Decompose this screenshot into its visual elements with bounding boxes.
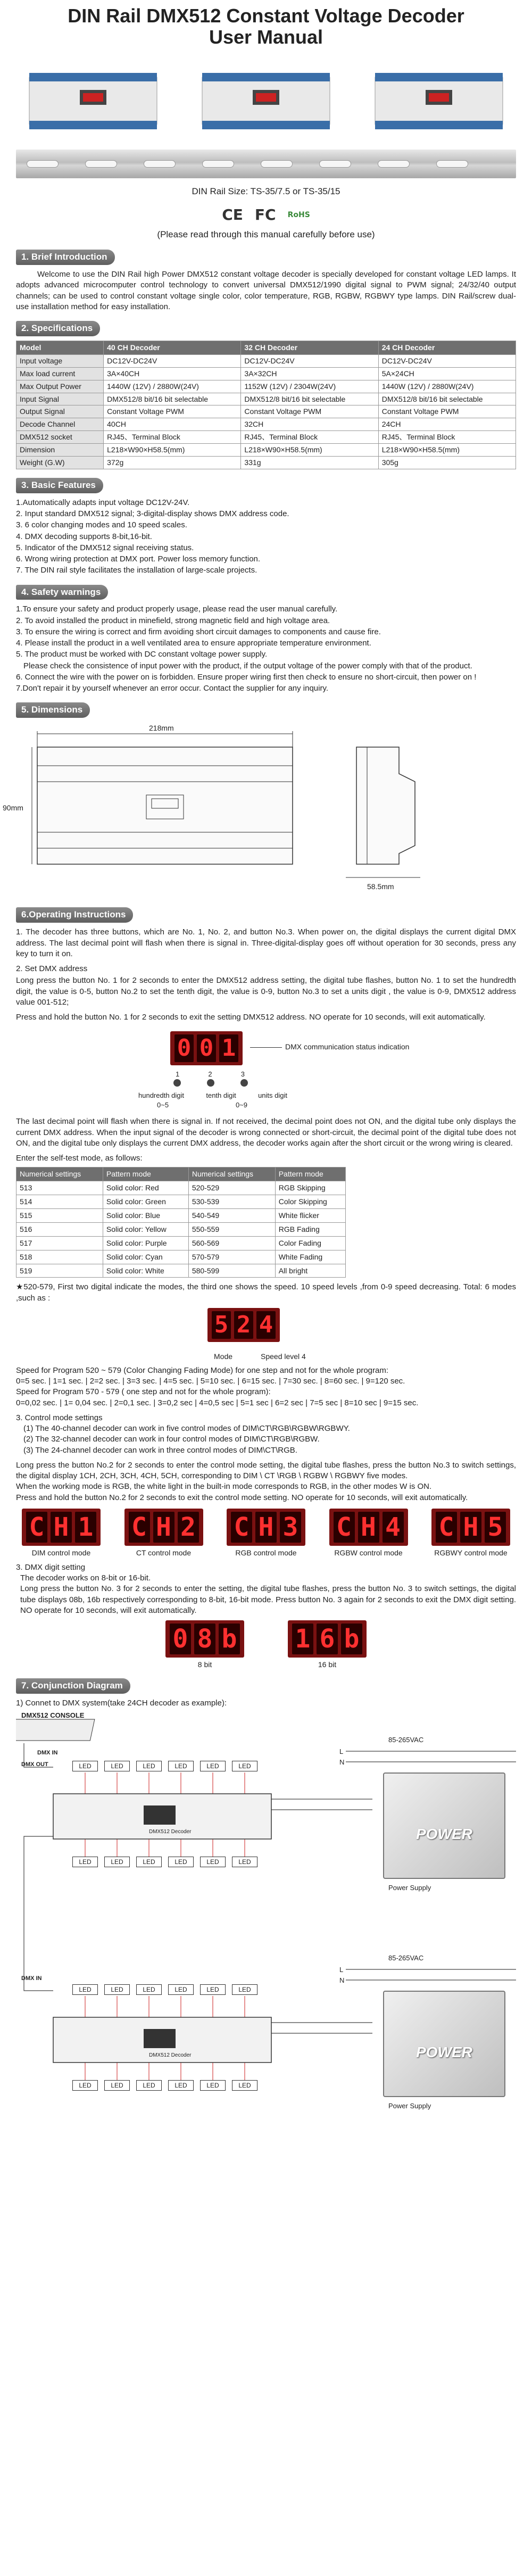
- spec-cell: DC12V-DC24V: [104, 354, 241, 367]
- section-intro-heading: 1. Brief Introduction: [16, 250, 115, 265]
- console-label: DMX512 CONSOLE: [21, 1711, 85, 1720]
- speed-display: [207, 1308, 280, 1342]
- program-cell: 580-599: [188, 1264, 275, 1278]
- mode-digit: H: [460, 1512, 481, 1543]
- speed-digit-3: 4: [256, 1311, 276, 1339]
- spec-cell: 40CH: [104, 418, 241, 431]
- dim-height: 90mm: [3, 804, 23, 813]
- mode-seg-display: [431, 1509, 510, 1546]
- led-strip-box: LED: [136, 1761, 162, 1771]
- digit-tens: 0: [197, 1034, 216, 1062]
- program-header-cell: Pattern mode: [103, 1167, 188, 1181]
- led-strip-box: LED: [168, 2080, 194, 2091]
- mode-digit: 4: [383, 1512, 404, 1543]
- bit-8-display: 0 8 b 8 bit: [160, 1620, 250, 1670]
- decoder-label-1: DMX512 Decoder: [149, 1829, 192, 1835]
- led-strip-box: LED: [72, 1984, 98, 1995]
- bit-16-display: 1 6 b 16 bit: [282, 1620, 372, 1670]
- spec-row: [16, 354, 516, 367]
- control-mode-displays: [16, 1509, 516, 1558]
- dmx-in-label-1: DMX IN: [37, 1750, 58, 1757]
- spec-header-cell: Model: [16, 341, 104, 354]
- digit-ranges: [157, 1100, 247, 1110]
- program-cell: Color Fading: [275, 1236, 345, 1250]
- dimensions-drawing: [16, 723, 516, 899]
- spec-cell: Input Signal: [16, 393, 104, 405]
- program-cell: Solid color: White: [103, 1264, 188, 1278]
- program-header-cell: Numerical settings: [188, 1167, 275, 1181]
- mode-digit: C: [436, 1512, 457, 1543]
- program-row: [16, 1209, 346, 1223]
- digit-units: 1: [219, 1034, 238, 1062]
- dmx-in-label-2: DMX IN: [21, 1975, 42, 1982]
- conjunction-diagram: [16, 1711, 516, 2156]
- mode-caption: DIM control mode: [31, 1548, 91, 1557]
- mode-caption: RGBW control mode: [334, 1548, 403, 1557]
- section-features-heading: 3. Basic Features: [16, 478, 103, 493]
- digit-hundreds: 0: [174, 1034, 194, 1062]
- speed-para-2: Speed for Program 520 ~ 579 (Color Changing Fading Mode) for one step and not for the whole program:: [16, 1365, 388, 1375]
- spec-cell: RJ45、Terminal Block: [378, 431, 516, 444]
- spec-cell: 3A×32CH: [241, 367, 378, 380]
- spec-cell: 331g: [241, 456, 378, 469]
- speed-para-3: 0=5 sec. | 1=1 sec. | 2=2 sec. | 3=3 sec. | 4=5 sec. | 5=10 sec. | 6=15 sec. | 7=30 sec. | 8=60 sec. | 9=120 sec.: [16, 1377, 405, 1386]
- program-cell: Solid color: Green: [103, 1195, 188, 1209]
- mode-label: Mode: [214, 1352, 233, 1361]
- mode-digit: C: [26, 1512, 47, 1543]
- section-conjunction-heading: 7. Conjunction Diagram: [16, 1678, 130, 1694]
- program-cell: 540-549: [188, 1209, 275, 1223]
- spec-cell: RJ45、Terminal Block: [241, 431, 378, 444]
- mode-seg-display: [227, 1509, 305, 1546]
- feature-item: 6. Wrong wiring protection at DMX port. Power loss memory function.: [16, 554, 261, 564]
- op-para-2b: Press and hold the button No. 1 for 2 seconds to exit the setting DMX512 address. NO operate for 10 seconds, will exit automatically.: [16, 1013, 486, 1022]
- spec-header-cell: 40 CH Decoder: [104, 341, 241, 354]
- mode-caption: RGB control mode: [235, 1548, 297, 1557]
- range-tens-units: 0~9: [235, 1101, 247, 1109]
- program-cell: Solid color: Purple: [103, 1236, 188, 1250]
- vac-label-1: 85-265VAC: [388, 1736, 424, 1744]
- mode-caption: CT control mode: [136, 1548, 192, 1557]
- op-para-4: Enter the self-test mode, as follows:: [16, 1154, 143, 1163]
- led-strip-box: LED: [72, 1857, 98, 1867]
- bit-16-caption: 16 bit: [318, 1660, 337, 1669]
- spec-cell: L218×W90×H58.5(mm): [104, 444, 241, 457]
- spec-cell: 32CH: [241, 418, 378, 431]
- program-cell: Solid color: Red: [103, 1181, 188, 1195]
- section-safety-heading: 4. Safety warnings: [16, 585, 108, 600]
- spec-cell: DC12V-DC24V: [241, 354, 378, 367]
- program-cell: 517: [16, 1236, 103, 1250]
- program-row: [16, 1250, 346, 1264]
- dim-depth: 58.5mm: [367, 882, 394, 891]
- spec-row: [16, 367, 516, 380]
- mode-digit: 5: [485, 1512, 506, 1543]
- control-mode-display: [221, 1509, 311, 1558]
- program-cell: 514: [16, 1195, 103, 1209]
- spec-cell: Input voltage: [16, 354, 104, 367]
- mode-digit: H: [358, 1512, 379, 1543]
- led-strip-box: LED: [136, 1984, 162, 1995]
- mode-digit: H: [51, 1512, 72, 1543]
- address-display-diagram: [16, 1027, 516, 1112]
- control-p1: Long press the button No.2 for 2 seconds to enter the control mode setting, the digital tube flashes, press the button No.3 to switch settings, the digital display 1CH, 2CH, 3CH, 4CH, 5CH, corresponding to DIM \ CT \RGB \ RGBW \ RGBWY five modes.: [16, 1460, 516, 1481]
- speed-level-label: Speed level 4: [261, 1352, 306, 1361]
- program-table: [16, 1167, 346, 1278]
- program-cell: White flicker: [275, 1209, 345, 1223]
- section-specs-heading: 2. Specifications: [16, 321, 100, 336]
- button-3[interactable]: [240, 1079, 248, 1087]
- led-strip-box: LED: [104, 2080, 130, 2091]
- spec-cell: L218×W90×H58.5(mm): [241, 444, 378, 457]
- spec-row: [16, 380, 516, 393]
- button-1[interactable]: [173, 1079, 181, 1087]
- spec-cell: Constant Voltage PWM: [104, 405, 241, 418]
- led-strip-box: LED: [168, 1857, 194, 1867]
- button-numbers: [176, 1070, 245, 1079]
- spec-row: [16, 405, 516, 418]
- control-l2: (2) The 32-channel decoder can work in four control modes of DIM\CT\RGB\RGBW.: [23, 1435, 320, 1444]
- mode-digit: 2: [178, 1512, 199, 1543]
- mode-digit: C: [129, 1512, 150, 1543]
- led-strip-box: LED: [136, 1857, 162, 1867]
- title-line-1: DIN Rail DMX512 Constant Voltage Decoder: [68, 5, 464, 27]
- control-l3: (3) The 24-channel decoder can work in three control modes of DIM\CT\RGB.: [23, 1445, 297, 1455]
- program-cell: 513: [16, 1181, 103, 1195]
- safety-item: Please check the consistence of input power with the product, if the output voltage of the power comply with that of the product.: [23, 661, 472, 670]
- conjunction-p1: 1) Connet to DMX system(take 24CH decoder as example):: [16, 1698, 227, 1708]
- spec-cell: 305g: [378, 456, 516, 469]
- control-title: 3. Control mode settings: [16, 1413, 103, 1422]
- program-row: [16, 1236, 346, 1250]
- program-cell: RGB Skipping: [275, 1181, 345, 1195]
- spec-cell: DMX512 socket: [16, 431, 104, 444]
- l-label-2: L: [339, 1966, 344, 1974]
- mode-seg-display: [124, 1509, 203, 1546]
- speed-display-diagram: [16, 1307, 516, 1365]
- vac-label-2: 85-265VAC: [388, 1954, 424, 1962]
- led-strip-box: LED: [200, 1857, 226, 1867]
- program-header-cell: Pattern mode: [275, 1167, 345, 1181]
- program-header-cell: Numerical settings: [16, 1167, 103, 1181]
- spec-cell: Output Signal: [16, 405, 104, 418]
- spec-row: [16, 444, 516, 457]
- safety-list: [16, 604, 516, 694]
- spec-cell: Constant Voltage PWM: [378, 405, 516, 418]
- safety-item: 2. To avoid installed the product in minefield, strong magnetic field and high voltage area.: [16, 616, 330, 625]
- led-strip-box: LED: [200, 1761, 226, 1771]
- bit-mode-displays: [16, 1620, 516, 1670]
- speed-digit-2: 2: [234, 1311, 253, 1339]
- mode-digit: H: [153, 1512, 174, 1543]
- digit-set-p1: The decoder works on 8-bit or 16-bit.: [20, 1573, 151, 1583]
- spec-table: [16, 341, 516, 469]
- spec-cell: DC12V-DC24V: [378, 354, 516, 367]
- feature-item: 1.Automatically adapts input voltage DC12V-24V.: [16, 498, 190, 507]
- led-strip-box: LED: [232, 2080, 257, 2091]
- led-strip-box: LED: [200, 2080, 226, 2091]
- l-label-1: L: [339, 1747, 344, 1756]
- speed-para-1: ★520-579, First two digital indicate the modes, the third one shows the speed. 10 speed levels ,from 0-9 speed decreasing. Total: 6 modes ,such as :: [16, 1282, 516, 1303]
- spec-row: [16, 431, 516, 444]
- program-cell: 518: [16, 1250, 103, 1264]
- dmx-out-label-1: DMX OUT: [21, 1761, 48, 1768]
- product-image-40ch: [27, 57, 160, 142]
- spec-cell: DMX512/8 bit/16 bit selectable: [104, 393, 241, 405]
- spec-cell: Weight (G.W): [16, 456, 104, 469]
- spec-cell: DMX512/8 bit/16 bit selectable: [241, 393, 378, 405]
- button-1-label: 1: [176, 1070, 180, 1079]
- power-supply-2: [383, 1991, 505, 2097]
- spec-cell: DMX512/8 bit/16 bit selectable: [378, 393, 516, 405]
- spec-cell: Max load current: [16, 367, 104, 380]
- op-set-address-title: 2. Set DMX address: [16, 964, 88, 974]
- safety-item: 1.To ensure your safety and product properly usage, please read the user manual carefully.: [16, 604, 338, 614]
- led-strip-box: LED: [200, 1984, 226, 1995]
- din-rail-image: [16, 150, 516, 178]
- mode-digit: C: [231, 1512, 252, 1543]
- dimensions-diagram: [3, 723, 516, 899]
- led-strip-box: LED: [232, 1984, 257, 1995]
- op-para-2: Long press the button No. 1 for 2 seconds to enter the DMX512 address setting, the digital tube flashes, button No. 1 to set the hundredth digit, the value is 0-5, button No.2 to set the tenth digit, the value is 0-9, button No.3 to set a units digit , the value is 0-9, DMX512 address value 001-512;: [16, 976, 516, 1007]
- program-cell: 516: [16, 1222, 103, 1236]
- intro-text: Welcome to use the DIN Rail high Power DMX512 constant voltage decoder is specially developed for constant voltage LED lamps. It adopts advanced microcomputer control technology to convert universal DMX512/1990 digital signal to PWM signal; 24/32/40 output channels; can be used to control constant voltage single color, color temperature, RGB, RGBW, RGBWY type lamps. DIN Rail/screw dual-use installation method for easy installation.: [16, 270, 516, 311]
- program-cell: White Fading: [275, 1250, 345, 1264]
- led-strip-box: LED: [136, 2080, 162, 2091]
- section-dimensions-heading: 5. Dimensions: [16, 702, 90, 718]
- dim-width: 218mm: [149, 724, 174, 733]
- spec-cell: 24CH: [378, 418, 516, 431]
- program-cell: 519: [16, 1264, 103, 1278]
- product-images: [27, 57, 505, 142]
- fcc-logo: FC: [254, 206, 276, 224]
- mode-digit: H: [255, 1512, 277, 1543]
- digit-set-title: 3. DMX digit setting: [16, 1562, 86, 1572]
- mode-digit: 1: [75, 1512, 96, 1543]
- program-cell: 570-579: [188, 1250, 275, 1264]
- product-image-24ch: [372, 57, 505, 142]
- hundredth-digit-label: hundredth digit: [138, 1091, 185, 1100]
- spec-cell: 5A×24CH: [378, 367, 516, 380]
- section-operating-heading: 6.Operating Instructions: [16, 907, 133, 923]
- feature-item: 4. DMX decoding supports 8-bit,16-bit.: [16, 532, 152, 541]
- led-strip-box: LED: [72, 1761, 98, 1771]
- ce-logo: CE: [222, 206, 243, 224]
- spec-cell: 372g: [104, 456, 241, 469]
- title-line-2: User Manual: [209, 26, 323, 48]
- feature-item: 3. 6 color changing modes and 10 speed scales.: [16, 520, 187, 530]
- bit-8-caption: 8 bit: [197, 1660, 212, 1669]
- control-mode-display: [426, 1509, 516, 1558]
- spec-cell: Max Output Power: [16, 380, 104, 393]
- spec-cell: Dimension: [16, 444, 104, 457]
- mode-seg-display: [329, 1509, 408, 1546]
- program-row: [16, 1222, 346, 1236]
- program-row: [16, 1181, 346, 1195]
- buttons: [173, 1079, 248, 1087]
- n-label-1: N: [339, 1758, 345, 1767]
- digit-labels: [138, 1091, 287, 1100]
- feature-item: 2. Input standard DMX512 signal; 3-digital-display shows DMX address code.: [16, 509, 289, 519]
- safety-item: 5. The product must be worked with DC constant voltage power supply.: [16, 650, 268, 659]
- power-text-2: POWER: [416, 2044, 472, 2061]
- rohs-logo: RoHS: [287, 210, 310, 219]
- button-2-label: 2: [208, 1070, 212, 1079]
- program-cell: 560-569: [188, 1236, 275, 1250]
- units-digit-label: units digit: [258, 1091, 287, 1100]
- features-list: [16, 498, 516, 576]
- speed-para-5: 0=0,02 sec. | 1= 0,04 sec. | 2=0,1 sec. | 3=0,2 sec | 4=0,5 sec | 5=1 sec | 6=2 sec | 7=5 sec | 8=10 sec | 9=15 sec.: [16, 1398, 419, 1407]
- control-p2: When the working mode is RGB, the white light in the built-in mode corresponds to RGB, in the other modes W is ON.: [16, 1482, 432, 1492]
- decoder-label-2: DMX512 Decoder: [149, 2052, 192, 2059]
- feature-item: 5. Indicator of the DMX512 signal receiving status.: [16, 543, 194, 552]
- op-para-3: The last decimal point will flash when there is signal in. If not received, the decimal point does not ON, and the digital tube only displays the current DMX address. When the input signal of the decoder is wrong connected or short-circuit, the decimal point of the digital tube does not ON, and the digital tube only displays the current DMX address, the decoder works again after the short circuit or the wrong wiring is cleared.: [16, 1117, 516, 1148]
- spec-cell: RJ45、Terminal Block: [104, 431, 241, 444]
- power-text-1: POWER: [416, 1826, 472, 1843]
- program-row: [16, 1264, 346, 1278]
- led-strip-box: LED: [232, 1761, 257, 1771]
- program-row: [16, 1195, 346, 1209]
- mode-seg-display: [22, 1509, 101, 1546]
- program-cell: 515: [16, 1209, 103, 1223]
- rail-size-text: DIN Rail Size: TS-35/7.5 or TS-35/15: [192, 186, 340, 197]
- control-mode-display: [119, 1509, 209, 1558]
- n-label-2: N: [339, 1976, 345, 1985]
- spec-cell: 1152W (12V) / 2304W(24V): [241, 380, 378, 393]
- safety-item: 6. Connect the wire with the power on is forbidden. Ensure proper wiring first then check to ensure no short-circuit, then power on !: [16, 672, 477, 682]
- digit-set-p2: Long press the button No. 3 for 2 seconds to enter the setting, the digital tube flashes, press the button No. 3 to switch settings, the digital tube displays 08b, 16b respectively corresponding to 8-bit, 16-bit mode. Press button No. 3 again for 2 seconds to exit the DMX digit setting. NO operate for 10 seconds, will exit automatically.: [20, 1584, 516, 1615]
- spec-row: [16, 456, 516, 469]
- program-cell: 530-539: [188, 1195, 275, 1209]
- op-para-1: 1. The decoder has three buttons, which are No. 1, No. 2, and button No.3. When power on, the digital displays the current digital DMX address. The last decimal point will flash when there is signal in. Three-digital-display goes off without operation for 30 seconds, press any key to turn it on.: [16, 927, 516, 958]
- status-indication-label: DMX communication status indication: [250, 1042, 409, 1052]
- range-hundreds: 0~5: [157, 1101, 169, 1109]
- program-cell: RGB Fading: [275, 1222, 345, 1236]
- spec-cell: Constant Voltage PWM: [241, 405, 378, 418]
- page-title: [16, 0, 516, 47]
- spec-cell: L218×W90×H58.5(mm): [378, 444, 516, 457]
- control-l1: (1) The 40-channel decoder can work in five control modes of DIM\CT\RGB\RGBW\RGBWY.: [23, 1424, 350, 1434]
- power-supply-label-1: Power Supply: [388, 1884, 431, 1892]
- spec-header-cell: 24 CH Decoder: [378, 341, 516, 354]
- led-strip-box: LED: [104, 1761, 130, 1771]
- spec-header-cell: 32 CH Decoder: [241, 341, 378, 354]
- spec-cell: Decode Channel: [16, 418, 104, 431]
- program-cell: Solid color: Blue: [103, 1209, 188, 1223]
- feature-item: 7. The DIN rail style facilitates the installation of large-scale projects.: [16, 566, 257, 575]
- program-cell: Color Skipping: [275, 1195, 345, 1209]
- control-mode-display: [323, 1509, 414, 1558]
- address-display: [170, 1031, 243, 1065]
- led-strip-box: LED: [168, 1761, 194, 1771]
- button-3-label: 3: [240, 1070, 245, 1079]
- spec-row: [16, 393, 516, 405]
- spec-cell: 3A×40CH: [104, 367, 241, 380]
- power-supply-1: [383, 1772, 505, 1879]
- led-strip-box: LED: [72, 2080, 98, 2091]
- program-cell: Solid color: Cyan: [103, 1250, 188, 1264]
- spec-cell: 1440W (12V) / 2880W(24V): [378, 380, 516, 393]
- program-cell: Solid color: Yellow: [103, 1222, 188, 1236]
- mode-caption: RGBWY control mode: [434, 1548, 508, 1557]
- program-cell: 520-529: [188, 1181, 275, 1195]
- safety-item: 7.Don't repair it by yourself whenever an error occur. Contact the supplier for any inquiry.: [16, 684, 329, 693]
- certification-logos: [16, 204, 516, 226]
- program-cell: 550-559: [188, 1222, 275, 1236]
- safety-item: 3. To ensure the wiring is correct and firm avoiding short circuit damages to components and cause fire.: [16, 627, 381, 636]
- safety-item: 4. Please install the product in a well ventilated area to ensure appropriate temperature environment.: [16, 639, 371, 648]
- led-strip-box: LED: [104, 1857, 130, 1867]
- speed-digit-1: 5: [212, 1311, 231, 1339]
- control-p3: Press and hold the button No.2 for 2 seconds to exit the control mode setting. NO operate for 10 seconds, will exit automatically.: [16, 1493, 468, 1502]
- product-image-32ch: [200, 57, 332, 142]
- control-mode-display: [16, 1509, 106, 1558]
- read-note: (Please read through this manual carefully before use): [157, 229, 375, 240]
- spec-cell: 1440W (12V) / 2880W(24V): [104, 380, 241, 393]
- led-strip-box: LED: [168, 1984, 194, 1995]
- button-2[interactable]: [207, 1079, 214, 1087]
- power-supply-label-2: Power Supply: [388, 2102, 431, 2110]
- spec-row: [16, 418, 516, 431]
- program-cell: All bright: [275, 1264, 345, 1278]
- led-strip-box: LED: [104, 1984, 130, 1995]
- mode-digit: 3: [280, 1512, 301, 1543]
- led-strip-box: LED: [232, 1857, 257, 1867]
- tenth-digit-label: tenth digit: [206, 1091, 236, 1100]
- speed-para-4: Speed for Program 570 - 579 ( one step and not for the whole program):: [16, 1387, 271, 1397]
- mode-digit: C: [334, 1512, 355, 1543]
